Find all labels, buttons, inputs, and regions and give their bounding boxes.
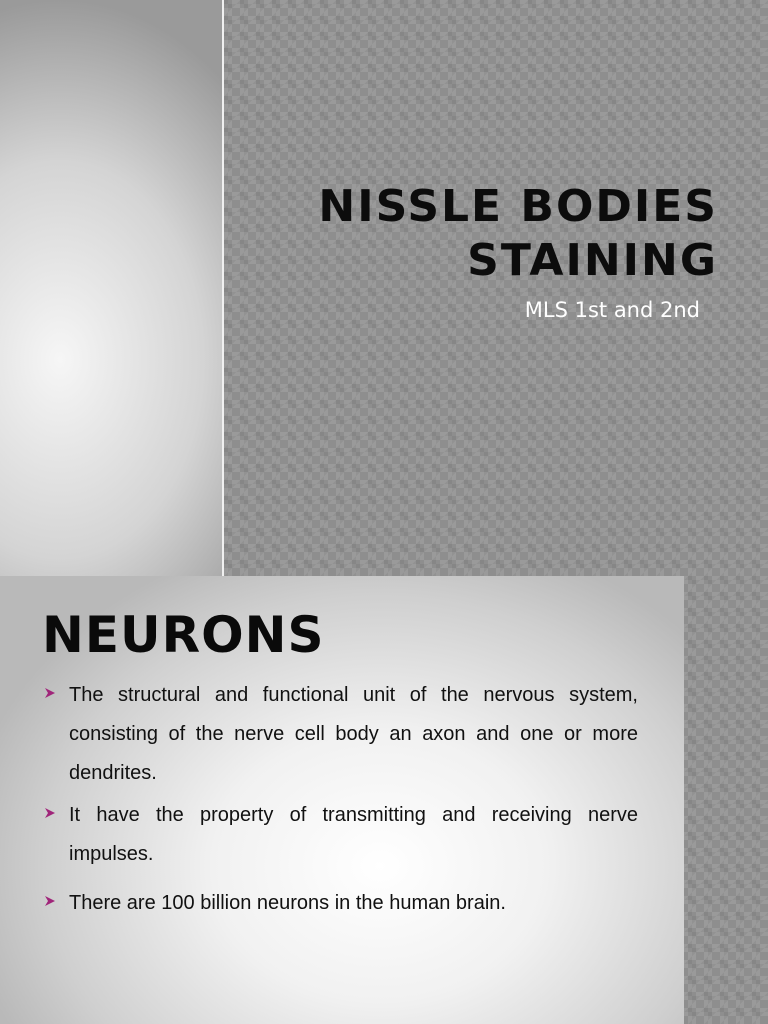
slide-title <box>318 180 718 288</box>
arrowhead-bullet-icon <box>44 807 56 819</box>
content-slide-title: NEURONS <box>42 606 325 664</box>
bullet-list <box>44 676 638 923</box>
bullet-item <box>44 884 638 923</box>
bullet-item <box>44 796 638 874</box>
arrowhead-bullet-icon <box>44 895 56 907</box>
bullet-item <box>44 676 638 793</box>
bullet-text: It have the property of transmitting and receiving nerve impulses. <box>69 804 638 865</box>
arrowhead-bullet-icon <box>44 687 56 699</box>
content-slide <box>0 576 768 1024</box>
slide-title-line-2: STAINING <box>467 235 718 286</box>
slide-left-gradient-panel <box>0 0 224 576</box>
bullet-text: There are 100 billion neurons in the human brain. <box>69 892 506 914</box>
bullet-text: The structural and functional unit of the nervous system, consisting of the nerve cell body an axon and one or more dendrites. <box>69 684 638 784</box>
slide-content-panel <box>0 576 684 1024</box>
slide-patterned-panel <box>224 0 768 576</box>
slide-title-line-1: NISSLE BODIES <box>318 181 718 232</box>
slide-subtitle: MLS 1st and 2nd <box>524 298 700 322</box>
